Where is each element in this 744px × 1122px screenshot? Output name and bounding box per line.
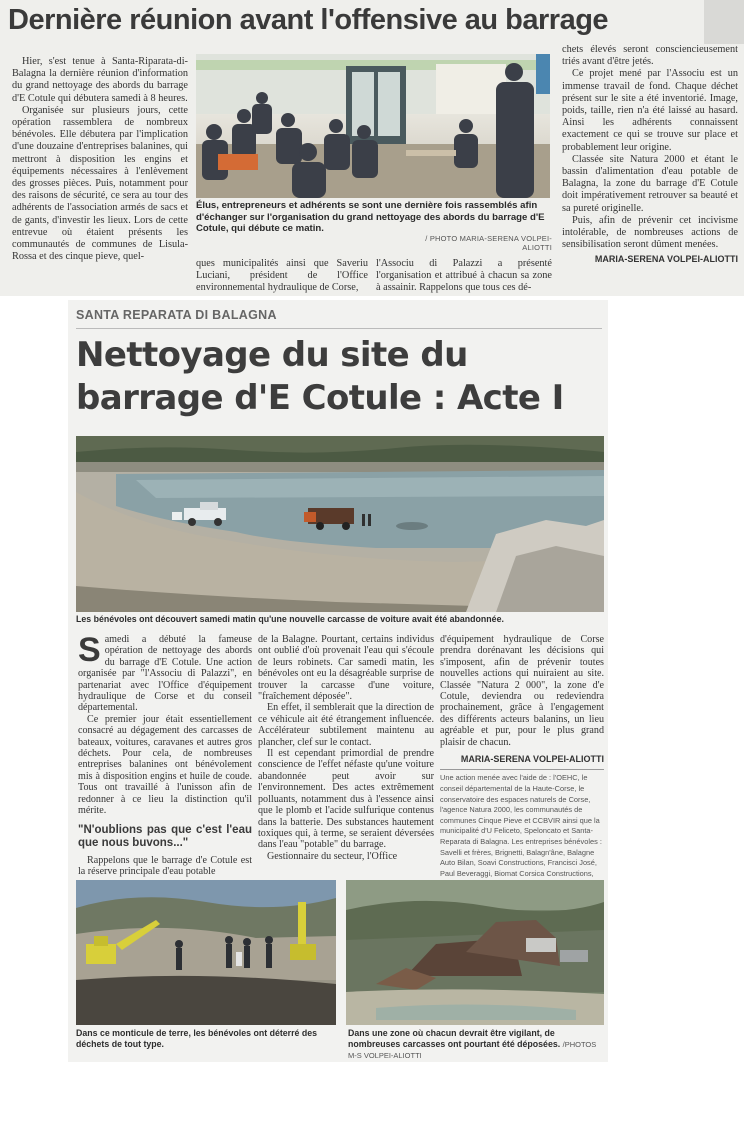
photo-credit: /PHOTOS M-S VOLPEI-ALIOTTI xyxy=(348,1040,597,1060)
paragraph: d'équipement hydraulique de Corse prendra dorénavant les décisions qui s'imposent, afin de prévenir toutes nouvelles actions qui nuiraient au site. Classée "Natura 2 000", la zone d'e Cotule, deviendra ou redeviendra prochainement, grâce à l'engagement des différents acteurs balanins, un lieu agréable et pur, pour le plus grand plaisir de chacun. xyxy=(440,634,604,748)
column-2 xyxy=(196,258,368,292)
author-signature: MARIA-SERENA VOLPEI-ALIOTTI xyxy=(460,754,604,765)
paragraph: En effet, il semblerait que la direction de ce véhicule ait été étrangement influencée. Accélérateur subtilement maintenu au plancher, clef sur le contact. xyxy=(258,702,434,748)
paragraph: de la Balagne. Pourtant, certains individus ont oublié d'où provenait l'eau qui s'écoule de leurs robinets. Car samedi matin, les bénévoles ont eu la désagréable surprise de trouver la carcasse d'une voiture, "fraîchement déposée". xyxy=(258,634,434,703)
paragraph: Rappelons que le barrage d'e Cotule est la réserve principale d'eau potable xyxy=(78,854,252,877)
photo-caption-left: Dans ce monticule de terre, les bénévoles ont déterré des déchets de tout type. xyxy=(76,1028,318,1049)
article-clipping-cleanup xyxy=(68,300,608,1062)
paragraph: Ce premier jour était essentiellement consacré au dégagement des carcasses de bateaux, voitures, caravanes et autres gros déchets. Pour cela, de nombreuses entreprises balanines ont bénévolement mis à disposition engins et huile de coude. Tous ont travaillé à l'unisson afin de redonner à ce lieu la distinction qu'il mérite. xyxy=(78,713,252,817)
paragraph: Puis, afin de prévenir cet incivisme intolérable, de nombreuses actions de sensibilisation seront dûment menées. xyxy=(562,214,738,251)
photo-car-wrecks xyxy=(346,880,604,1025)
column-2 xyxy=(258,634,434,880)
column-4 xyxy=(562,44,738,292)
photo-meeting-room xyxy=(196,54,550,198)
section-label: SANTA REPARATA DI BALAGNA xyxy=(76,308,277,322)
corner-fragment xyxy=(704,0,744,44)
photo-caption: Élus, entrepreneurs et adhérents se sont une dernière fois rassemblés afin d'échanger sur l'organisation du grand nettoyage des abords du barrage d'E Cotule, qui débute ce matin. xyxy=(196,200,545,235)
lead-text: amedi a débuté la fameuse opération de nettoyage des abords du barrage d'E Cotule. Une action organisée par "l'Associu di Palazzi", en partenariat avec l'Office d'équipement hydraulique de Corse et du conseil départemental. xyxy=(78,634,252,714)
paragraph: Classée site Natura 2000 et étant le bassin d'alimentation d'eau potable de Balagna, la zone du barrage d'E Cotule doit impérativement retrouver sa beauté et sa pureté originelle. xyxy=(562,153,738,214)
column-3 xyxy=(440,634,604,880)
main-photo-caption: Les bénévoles ont découvert samedi matin qu'une nouvelle carcasse de voiture avait été abandonnée. xyxy=(76,614,504,624)
headline-meeting: Dernière réunion avant l'offensive au barrage xyxy=(8,4,609,36)
paragraph: Organisée sur plusieurs jours, cette opération rassemblera de nombreux bénévoles. Elle débutera par l'implication d'une douzaine d'entreprises balanines, qui mettront à disposition les engins et équipements nécessaires à l'enlèvement des grosses pièces. Puis, notamment pour des raisons de sécurité, ce sera au tour des adhérents de l'association armés de sacs et de gants, d'investir les lieux. Lors de cette entrevue où étaient présents les communautés de communes de Lisula-Rossa et des cinque pieve, quel- xyxy=(12,104,188,263)
drop-cap: S xyxy=(78,631,101,669)
section-divider xyxy=(76,328,602,329)
caption-text: Dans une zone où chacun devrait être vigilant, de nombreuses carcasses ont pourtant été déposées. xyxy=(348,1028,561,1049)
paragraph: Gestionnaire du secteur, l'Office xyxy=(267,850,398,862)
lead-paragraph xyxy=(78,631,252,714)
paragraph: chets élevés seront consciencieusement triés avant d'être jetés. xyxy=(562,44,738,68)
paragraph: ques municipalités ainsi que Saveriu Luciani, président de l'Office environnemental hydraulique de Corse, xyxy=(196,258,368,294)
paragraph: Hier, s'est tenue à Santa-Riparata-di-Balagna la dernière réunion d'information du grand nettoyage des abords du barrage d'E Cotule qui débutera samedi à 8 heures. xyxy=(12,56,188,104)
article-clipping-meeting xyxy=(0,0,744,296)
paragraph: l'Associu di Palazzi a présenté l'organisation et attribué à chacun sa zone à assainir. Rappelons que tous ces dé- xyxy=(376,258,552,294)
author-signature: MARIA-SERENA VOLPEI-ALIOTTI xyxy=(594,254,738,265)
paragraph: Il est cependant primordial de prendre conscience de l'effet néfaste qu'une voiture abandonnée peut avoir sur l'environnement. Des actes extrêmement polluants, notamment dus à l'essence ainsi que le plomb et l'acide sulfurique contenus dans la batterie. Des substances hautement toxiques qui, à terme, se seraient déversées dans l'eau "potable" du barrage. xyxy=(258,748,434,851)
photo-reservoir-shore xyxy=(76,436,604,612)
paragraph: Ce projet mené par l'Associu est un immense travail de fond. Chaque déchet présent sur le site a été inventorié. Image, poids, taille, rien n'a été laissé au hasard. Ainsi les adhérents connaissent exactement ce qui se trouve sur place et probablement leur origine. xyxy=(562,68,738,153)
headline-cleanup: Nettoyage du site du barrage d'E Cotule : Acte I xyxy=(76,335,564,418)
column-3 xyxy=(376,258,552,292)
column-1 xyxy=(78,631,252,880)
column-1 xyxy=(12,56,188,292)
partners-box: Une action menée avec l'aide de : l'OEHC, le conseil départemental de la Haute-Corse, le conservatoire des espaces naturels de Corse, l'agence Natura 2000, les communautés de communes Cinque Pieve et CCBVIR ainsi que la municipalité d'U Feliceto, Speloncato et Santa-Reparata di Balagna. Les entreprises bénévoles : Savelli et frères, Brignetti, Balagn'âne, Balagne Auto Bilan, Soavi Constructions, Francisci José, Paul Beveraggi, Biomat Corsica Constructions, xyxy=(440,769,604,900)
photo-caption-right xyxy=(348,1028,606,1061)
photo-excavation xyxy=(76,880,336,1025)
photo-credit: / PHOTO MARIA-SERENA VOLPEI-ALIOTTI xyxy=(425,234,552,252)
subheading-quote: "N'oublions pas que c'est l'eau que nous buvons..." xyxy=(78,823,252,849)
